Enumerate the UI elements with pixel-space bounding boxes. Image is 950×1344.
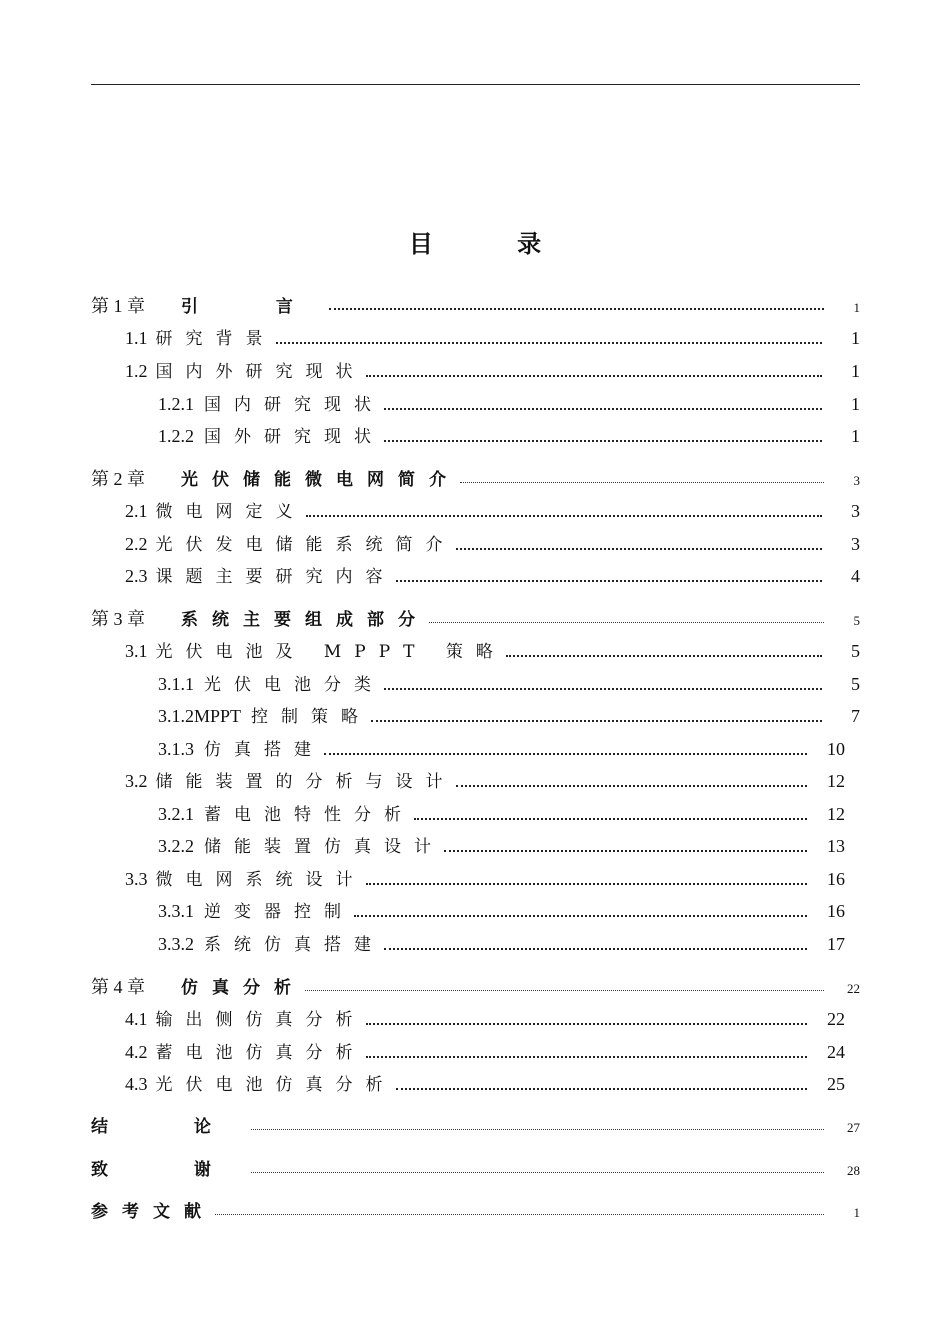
toc-dot-leader [305,990,824,991]
toc-dot-leader [414,818,807,820]
toc-page-number: 1 [851,361,860,381]
toc-entry-number: 3.2.2 [158,836,194,856]
toc-entry-number: 3.1 [125,641,148,661]
toc-entry-number: 2.3 [125,566,148,586]
toc-page-number: 1 [851,394,860,414]
toc-entry-number: 2.2 [125,534,148,554]
toc-entry-label: 仿真分析 [181,978,305,998]
toc-entry-number: 第 4 章 [91,977,145,997]
header-rule [91,84,860,85]
toc-page-number: 1 [851,328,860,348]
toc-dot-leader [324,753,807,755]
toc-entry[interactable] [158,930,845,956]
toc-page-number: 3 [851,501,860,521]
toc-page-number: 5 [853,613,860,628]
toc-dot-leader [354,915,807,917]
page-title: 目 录 [408,230,580,258]
toc-entry-number: 3.3 [125,869,148,889]
toc-page-number: 12 [827,804,845,824]
toc-page-number: 13 [827,836,845,856]
toc-dot-leader [456,548,823,550]
toc-entry-label: 储能装置仿真设计 [204,837,444,857]
toc-page-number: 24 [827,1042,845,1062]
toc-entry[interactable] [125,1005,845,1031]
toc-entry[interactable] [125,1038,845,1064]
toc-entry-label: 微电网定义 [155,502,306,522]
toc-entry-number: 第 2 章 [91,469,145,489]
toc-entry-label: 微电网系统设计 [155,870,366,890]
toc-dot-leader [460,482,824,483]
toc-entry-number: 1.2.1 [158,394,194,414]
toc-dot-leader [384,440,822,442]
toc-entry-number: 第 1 章 [91,296,145,316]
toc-entry-label: 光伏电池仿真分析 [155,1075,396,1095]
toc-entry-number: 3.1.3 [158,739,194,759]
toc-entry-label: 引 言 [181,297,329,317]
toc-page-number: 12 [827,771,845,791]
toc-entry[interactable] [125,865,845,891]
toc-page-number: 3 [851,534,860,554]
toc-entry-number: 1.1 [125,328,148,348]
toc-dot-leader [366,1023,808,1025]
toc-dot-leader [384,408,822,410]
toc-entry-label: 光伏电池分类 [204,675,384,695]
toc-dot-leader [506,655,822,657]
toc-entry[interactable] [158,800,845,826]
toc-entry-number: 3.3.2 [158,934,194,954]
toc-page-number: 5 [851,674,860,694]
toc-page-number: 4 [851,566,860,586]
toc-entry-label: 国内外研究现状 [155,362,366,382]
toc-page-number: 28 [847,1163,860,1178]
toc-entry[interactable] [91,973,860,999]
toc-dot-leader [456,785,808,787]
toc-page-number: 22 [847,981,860,996]
toc-page-number: 1 [851,426,860,446]
toc-entry-number: 1.2 [125,361,148,381]
toc-entry-label: 输出侧仿真分析 [155,1010,366,1030]
toc-entry[interactable] [125,497,860,523]
toc-dot-leader [366,1056,808,1058]
toc-page-number: 16 [827,869,845,889]
toc-entry-number: 3.2.1 [158,804,194,824]
toc-dot-leader [366,375,823,377]
toc-dot-leader [215,1214,824,1215]
toc-entry-label: 光伏发电储能系统简介 [155,535,456,555]
toc-entry-label: 控制策略 [251,707,372,727]
toc-dot-leader [444,850,807,852]
toc-entry-number: 4.2 [125,1042,148,1062]
toc-entry-number: 4.1 [125,1009,148,1029]
toc-entry[interactable] [158,670,860,696]
toc-page-number: 3 [853,473,860,488]
toc-entry[interactable] [158,832,845,858]
toc-entry[interactable] [158,390,860,416]
toc-entry-number: 2.1 [125,501,148,521]
toc-entry[interactable] [91,465,860,491]
toc-entry-label: 储能装置的分析与设计 [155,772,456,792]
toc-page-number: 1 [853,300,860,315]
toc-entry[interactable] [125,767,845,793]
toc-dot-leader [251,1172,824,1173]
toc-entry-label: 国外研究现状 [204,427,384,447]
toc-entry-label: 参考文献 [91,1202,215,1222]
toc-entry-label: 光伏储能微电网简介 [181,470,460,490]
toc-dot-leader [329,308,824,310]
toc-dot-leader [306,515,823,517]
toc-entry-label: 光伏电池及 MPPT 策略 [155,642,506,662]
toc-entry[interactable] [91,1112,860,1138]
toc-entry[interactable] [158,702,860,728]
toc-dot-leader [276,342,823,344]
toc-entry[interactable] [125,637,860,663]
toc-entry-number: 1.2.2 [158,426,194,446]
toc-page-number: 22 [827,1009,845,1029]
toc-dot-leader [396,580,823,582]
toc-entry-label: 国内研究现状 [204,395,384,415]
toc-entry-number: 3.1.1 [158,674,194,694]
toc-page-number: 27 [847,1120,860,1135]
toc-entry[interactable] [125,1070,845,1096]
toc-entry[interactable] [158,422,860,448]
toc-entry[interactable] [158,897,845,923]
toc-entry-number: 3.1.2MPPT [158,706,242,726]
toc-entry-label: 仿真搭建 [204,740,324,760]
toc-dot-leader [384,688,822,690]
toc-page-number: 5 [851,641,860,661]
toc-page-number: 1 [853,1205,860,1220]
toc-page-number: 10 [827,739,845,759]
toc-entry-number: 3.3.1 [158,901,194,921]
toc-dot-leader [384,948,807,950]
toc-entry[interactable] [125,324,860,350]
toc-entry[interactable] [91,1197,860,1223]
toc-entry-number: 4.3 [125,1074,148,1094]
toc-entry[interactable] [91,1155,860,1181]
toc-dot-leader [396,1088,808,1090]
toc-dot-leader [251,1129,824,1130]
toc-page-number: 7 [851,706,860,726]
toc-entry-label: 课题主要研究内容 [155,567,396,587]
toc-entry[interactable] [125,562,860,588]
toc-page-number: 16 [827,901,845,921]
toc-entry[interactable] [91,292,860,318]
toc-entry-label: 系统仿真搭建 [204,935,384,955]
toc-entry[interactable] [125,357,860,383]
toc-entry-number: 3.2 [125,771,148,791]
toc-dot-leader [429,622,824,623]
toc-page-number: 17 [827,934,845,954]
toc-entry-label: 结 论 [91,1117,251,1137]
toc-entry[interactable] [125,530,860,556]
toc-dot-leader [366,883,808,885]
toc-entry[interactable] [158,735,845,761]
toc-entry-label: 蓄电池特性分析 [204,805,414,825]
toc-entry-label: 研究背景 [155,329,276,349]
toc-entry[interactable] [91,605,860,631]
toc-entry-label: 逆变器控制 [204,902,354,922]
toc-entry-label: 蓄电池仿真分析 [155,1043,366,1063]
toc-page-number: 25 [827,1074,845,1094]
toc-dot-leader [371,720,822,722]
toc-entry-number: 第 3 章 [91,609,145,629]
toc-entry-label: 致 谢 [91,1160,251,1180]
toc-entry-label: 系统主要组成部分 [181,610,429,630]
